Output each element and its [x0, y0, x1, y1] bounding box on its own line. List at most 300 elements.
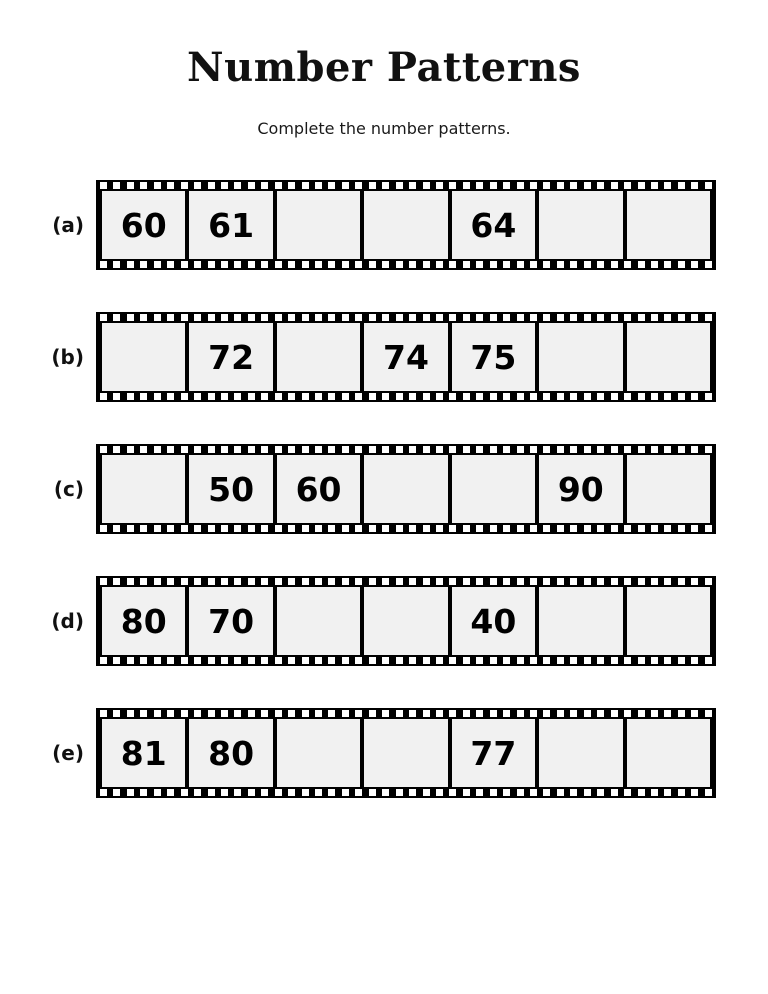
perforation-hole: [127, 314, 134, 321]
perforation-hole: [638, 789, 645, 796]
perforation-hole: [638, 446, 645, 453]
perforation-hole: [248, 446, 255, 453]
perforation-hole: [584, 578, 591, 585]
perforation-hole: [624, 314, 631, 321]
perforation-hole: [490, 261, 497, 268]
answer-cell[interactable]: [539, 587, 622, 655]
answer-cell[interactable]: 90: [539, 455, 622, 523]
perforation-hole: [154, 657, 161, 664]
perforation-hole: [436, 182, 443, 189]
perforation-hole: [543, 446, 550, 453]
answer-cell[interactable]: 80: [189, 719, 272, 787]
perforation-hole: [342, 182, 349, 189]
perforation-hole: [597, 393, 604, 400]
perforation-hole: [396, 261, 403, 268]
perforation-hole: [288, 710, 295, 717]
perforation-hole: [342, 393, 349, 400]
perforation-hole: [570, 525, 577, 532]
perforation-hole: [315, 393, 322, 400]
perforation-hole: [140, 261, 147, 268]
perforation-hole: [570, 710, 577, 717]
perforation-hole: [651, 710, 658, 717]
answer-cell[interactable]: [364, 455, 447, 523]
film-perforations-bottom: [100, 261, 712, 268]
perforation-hole: [705, 446, 712, 453]
perforation-hole: [530, 446, 537, 453]
answer-cell[interactable]: 61: [189, 191, 272, 259]
film-perforations-bottom: [100, 393, 712, 400]
instruction-text: Complete the number patterns.: [257, 119, 511, 138]
answer-cell[interactable]: 60: [102, 191, 185, 259]
perforation-hole: [476, 261, 483, 268]
perforation-hole: [597, 657, 604, 664]
perforation-hole: [113, 261, 120, 268]
perforation-hole: [476, 657, 483, 664]
perforation-hole: [315, 525, 322, 532]
perforation-hole: [382, 261, 389, 268]
perforation-hole: [476, 789, 483, 796]
perforation-hole: [328, 182, 335, 189]
perforation-hole: [100, 710, 107, 717]
row-label-a: (a): [52, 213, 84, 237]
perforation-hole: [113, 314, 120, 321]
perforation-hole: [194, 182, 201, 189]
perforation-hole: [208, 710, 215, 717]
perforation-hole: [476, 314, 483, 321]
perforation-hole: [167, 710, 174, 717]
perforation-hole: [463, 657, 470, 664]
perforation-hole: [100, 578, 107, 585]
perforation-hole: [167, 578, 174, 585]
perforation-hole: [557, 789, 564, 796]
perforation-hole: [570, 182, 577, 189]
perforation-hole: [261, 446, 268, 453]
perforation-hole: [570, 446, 577, 453]
perforation-hole: [543, 314, 550, 321]
perforation-hole: [248, 525, 255, 532]
perforation-hole: [275, 789, 282, 796]
perforation-hole: [181, 578, 188, 585]
perforation-hole: [288, 182, 295, 189]
perforation-hole: [127, 578, 134, 585]
perforation-hole: [423, 261, 430, 268]
answer-cell[interactable]: [364, 719, 447, 787]
perforation-hole: [436, 525, 443, 532]
perforation-hole: [664, 525, 671, 532]
perforation-hole: [624, 182, 631, 189]
perforation-hole: [409, 314, 416, 321]
perforation-hole: [275, 393, 282, 400]
perforation-hole: [248, 710, 255, 717]
perforation-hole: [194, 314, 201, 321]
perforation-hole: [302, 261, 309, 268]
perforation-hole: [355, 182, 362, 189]
perforation-hole: [248, 393, 255, 400]
answer-cell[interactable]: [539, 323, 622, 391]
perforation-hole: [611, 182, 618, 189]
perforation-hole: [221, 182, 228, 189]
perforation-hole: [167, 182, 174, 189]
film-strip-e: [96, 708, 716, 798]
perforation-hole: [275, 182, 282, 189]
perforation-hole: [275, 525, 282, 532]
perforation-hole: [436, 261, 443, 268]
perforation-hole: [194, 446, 201, 453]
perforation-hole: [342, 525, 349, 532]
perforation-hole: [557, 525, 564, 532]
perforation-hole: [181, 657, 188, 664]
perforation-hole: [127, 446, 134, 453]
perforation-hole: [302, 657, 309, 664]
perforation-hole: [382, 446, 389, 453]
perforation-hole: [423, 393, 430, 400]
perforation-hole: [678, 578, 685, 585]
answer-cell[interactable]: [277, 587, 360, 655]
answer-cell[interactable]: 75: [452, 323, 535, 391]
perforation-hole: [705, 789, 712, 796]
perforation-hole: [261, 314, 268, 321]
perforation-hole: [113, 446, 120, 453]
perforation-hole: [342, 446, 349, 453]
perforation-hole: [517, 657, 524, 664]
perforation-hole: [449, 446, 456, 453]
perforation-hole: [181, 446, 188, 453]
perforation-hole: [517, 578, 524, 585]
perforation-hole: [154, 525, 161, 532]
perforation-hole: [449, 657, 456, 664]
perforation-hole: [570, 789, 577, 796]
perforation-hole: [624, 657, 631, 664]
perforation-hole: [436, 314, 443, 321]
perforation-hole: [167, 789, 174, 796]
perforation-hole: [597, 578, 604, 585]
perforation-hole: [476, 710, 483, 717]
perforation-hole: [369, 578, 376, 585]
answer-cell[interactable]: [277, 191, 360, 259]
perforation-hole: [234, 710, 241, 717]
perforation-hole: [476, 393, 483, 400]
film-strip-c: [96, 444, 716, 534]
perforation-hole: [691, 182, 698, 189]
perforation-hole: [503, 261, 510, 268]
perforation-hole: [396, 657, 403, 664]
film-strip-a: [96, 180, 716, 270]
perforation-hole: [275, 314, 282, 321]
perforation-hole: [490, 182, 497, 189]
perforation-hole: [369, 710, 376, 717]
perforation-hole: [611, 314, 618, 321]
perforation-hole: [503, 182, 510, 189]
perforation-hole: [664, 657, 671, 664]
perforation-hole: [584, 314, 591, 321]
perforation-hole: [328, 446, 335, 453]
perforation-hole: [234, 446, 241, 453]
perforation-hole: [423, 446, 430, 453]
perforation-hole: [127, 182, 134, 189]
perforation-hole: [638, 710, 645, 717]
perforation-hole: [382, 657, 389, 664]
perforation-hole: [396, 314, 403, 321]
perforation-hole: [691, 789, 698, 796]
perforation-hole: [705, 261, 712, 268]
perforation-hole: [449, 314, 456, 321]
perforation-hole: [678, 710, 685, 717]
film-perforations-top: [100, 578, 712, 585]
perforation-hole: [355, 578, 362, 585]
answer-cell[interactable]: [539, 719, 622, 787]
perforation-hole: [275, 446, 282, 453]
answer-cell[interactable]: 50: [189, 455, 272, 523]
perforation-hole: [570, 314, 577, 321]
perforation-hole: [517, 525, 524, 532]
perforation-hole: [234, 393, 241, 400]
perforation-hole: [221, 446, 228, 453]
perforation-hole: [194, 789, 201, 796]
perforation-hole: [221, 789, 228, 796]
answer-cell[interactable]: [102, 323, 185, 391]
perforation-hole: [208, 393, 215, 400]
perforation-hole: [463, 789, 470, 796]
perforation-hole: [624, 578, 631, 585]
film-perforations-top: [100, 446, 712, 453]
perforation-hole: [261, 261, 268, 268]
answer-cell[interactable]: 40: [452, 587, 535, 655]
perforation-hole: [638, 314, 645, 321]
perforation-hole: [611, 789, 618, 796]
perforation-hole: [436, 657, 443, 664]
perforation-hole: [611, 657, 618, 664]
answer-cell[interactable]: [627, 719, 710, 787]
perforation-hole: [382, 314, 389, 321]
pattern-row-c: [0, 444, 768, 534]
perforation-hole: [543, 261, 550, 268]
perforation-hole: [490, 710, 497, 717]
answer-cell[interactable]: [277, 719, 360, 787]
perforation-hole: [664, 393, 671, 400]
perforation-hole: [328, 314, 335, 321]
perforation-hole: [181, 710, 188, 717]
answer-cell[interactable]: 70: [189, 587, 272, 655]
row-label-b: (b): [51, 345, 84, 369]
perforation-hole: [369, 314, 376, 321]
perforation-hole: [463, 314, 470, 321]
perforation-hole: [678, 314, 685, 321]
perforation-hole: [503, 446, 510, 453]
perforation-hole: [517, 789, 524, 796]
perforation-hole: [221, 314, 228, 321]
answer-cell[interactable]: 77: [452, 719, 535, 787]
perforation-hole: [691, 657, 698, 664]
perforation-hole: [181, 261, 188, 268]
perforation-hole: [328, 578, 335, 585]
perforation-hole: [517, 446, 524, 453]
answer-cell[interactable]: [539, 191, 622, 259]
answer-cell[interactable]: 64: [452, 191, 535, 259]
perforation-hole: [651, 393, 658, 400]
perforation-hole: [302, 314, 309, 321]
perforation-hole: [208, 657, 215, 664]
perforation-hole: [476, 182, 483, 189]
perforation-hole: [423, 578, 430, 585]
answer-cell[interactable]: [102, 455, 185, 523]
perforation-hole: [584, 789, 591, 796]
perforation-hole: [369, 525, 376, 532]
answer-cell[interactable]: [627, 455, 710, 523]
perforation-hole: [530, 789, 537, 796]
perforation-hole: [167, 261, 174, 268]
perforation-hole: [342, 657, 349, 664]
perforation-hole: [597, 525, 604, 532]
perforation-hole: [436, 393, 443, 400]
perforation-hole: [355, 710, 362, 717]
perforation-hole: [113, 393, 120, 400]
perforation-hole: [423, 525, 430, 532]
perforation-hole: [530, 578, 537, 585]
perforation-hole: [328, 657, 335, 664]
perforation-hole: [208, 261, 215, 268]
perforation-hole: [409, 578, 416, 585]
perforation-hole: [557, 710, 564, 717]
film-strip-d: [96, 576, 716, 666]
perforation-hole: [140, 525, 147, 532]
perforation-hole: [678, 657, 685, 664]
perforation-hole: [409, 657, 416, 664]
perforation-hole: [208, 446, 215, 453]
perforation-hole: [302, 446, 309, 453]
perforation-hole: [154, 393, 161, 400]
perforation-hole: [100, 393, 107, 400]
perforation-hole: [248, 261, 255, 268]
perforation-hole: [181, 525, 188, 532]
perforation-hole: [248, 182, 255, 189]
answer-cell[interactable]: 72: [189, 323, 272, 391]
film-perforations-top: [100, 710, 712, 717]
page-title: Number Patterns: [187, 44, 581, 91]
perforation-hole: [328, 525, 335, 532]
perforation-hole: [557, 393, 564, 400]
perforation-hole: [503, 393, 510, 400]
answer-cell[interactable]: 81: [102, 719, 185, 787]
perforation-hole: [530, 393, 537, 400]
perforation-hole: [664, 578, 671, 585]
perforation-hole: [382, 525, 389, 532]
perforation-hole: [463, 525, 470, 532]
perforation-hole: [651, 182, 658, 189]
perforation-hole: [503, 710, 510, 717]
answer-cell[interactable]: [627, 323, 710, 391]
perforation-hole: [288, 314, 295, 321]
perforation-hole: [705, 710, 712, 717]
perforation-hole: [261, 657, 268, 664]
perforation-hole: [543, 657, 550, 664]
perforation-hole: [140, 710, 147, 717]
perforation-hole: [275, 657, 282, 664]
perforation-hole: [705, 314, 712, 321]
perforation-hole: [154, 314, 161, 321]
answer-cell[interactable]: [627, 191, 710, 259]
perforation-hole: [664, 182, 671, 189]
perforation-hole: [543, 525, 550, 532]
perforation-hole: [611, 446, 618, 453]
perforation-hole: [275, 710, 282, 717]
perforation-hole: [167, 446, 174, 453]
perforation-hole: [584, 182, 591, 189]
perforation-hole: [194, 261, 201, 268]
perforation-hole: [167, 525, 174, 532]
perforation-hole: [423, 314, 430, 321]
perforation-hole: [221, 261, 228, 268]
perforation-hole: [490, 314, 497, 321]
perforation-hole: [315, 657, 322, 664]
answer-cell[interactable]: [277, 323, 360, 391]
answer-cell[interactable]: [364, 587, 447, 655]
perforation-hole: [140, 789, 147, 796]
answer-cell[interactable]: [452, 455, 535, 523]
perforation-hole: [221, 710, 228, 717]
perforation-hole: [261, 578, 268, 585]
perforation-hole: [194, 393, 201, 400]
perforation-hole: [248, 789, 255, 796]
perforation-hole: [154, 578, 161, 585]
answer-cell[interactable]: [364, 191, 447, 259]
perforation-hole: [194, 578, 201, 585]
perforation-hole: [503, 314, 510, 321]
perforation-hole: [113, 657, 120, 664]
perforation-hole: [530, 182, 537, 189]
perforation-hole: [664, 261, 671, 268]
row-label-e: (e): [52, 741, 84, 765]
perforation-hole: [382, 182, 389, 189]
perforation-hole: [288, 657, 295, 664]
perforation-hole: [543, 789, 550, 796]
perforation-hole: [624, 393, 631, 400]
perforation-hole: [517, 261, 524, 268]
perforation-hole: [490, 525, 497, 532]
perforation-hole: [543, 578, 550, 585]
perforation-hole: [221, 657, 228, 664]
perforation-hole: [302, 393, 309, 400]
perforation-hole: [624, 710, 631, 717]
perforation-hole: [651, 261, 658, 268]
perforation-hole: [355, 261, 362, 268]
perforation-hole: [288, 789, 295, 796]
perforation-hole: [611, 710, 618, 717]
film-perforations-top: [100, 182, 712, 189]
perforation-hole: [181, 182, 188, 189]
perforation-hole: [584, 393, 591, 400]
perforation-hole: [570, 657, 577, 664]
perforation-hole: [449, 261, 456, 268]
perforation-hole: [691, 446, 698, 453]
answer-cell[interactable]: 60: [277, 455, 360, 523]
perforation-hole: [140, 578, 147, 585]
perforation-hole: [503, 578, 510, 585]
perforation-hole: [570, 393, 577, 400]
perforation-hole: [369, 182, 376, 189]
perforation-hole: [597, 710, 604, 717]
perforation-hole: [167, 314, 174, 321]
answer-cell[interactable]: 74: [364, 323, 447, 391]
answer-cell[interactable]: [627, 587, 710, 655]
perforation-hole: [449, 578, 456, 585]
perforation-hole: [557, 314, 564, 321]
perforation-hole: [651, 657, 658, 664]
perforation-hole: [140, 446, 147, 453]
perforation-hole: [167, 657, 174, 664]
answer-cell[interactable]: 80: [102, 587, 185, 655]
perforation-hole: [100, 789, 107, 796]
perforation-hole: [503, 789, 510, 796]
